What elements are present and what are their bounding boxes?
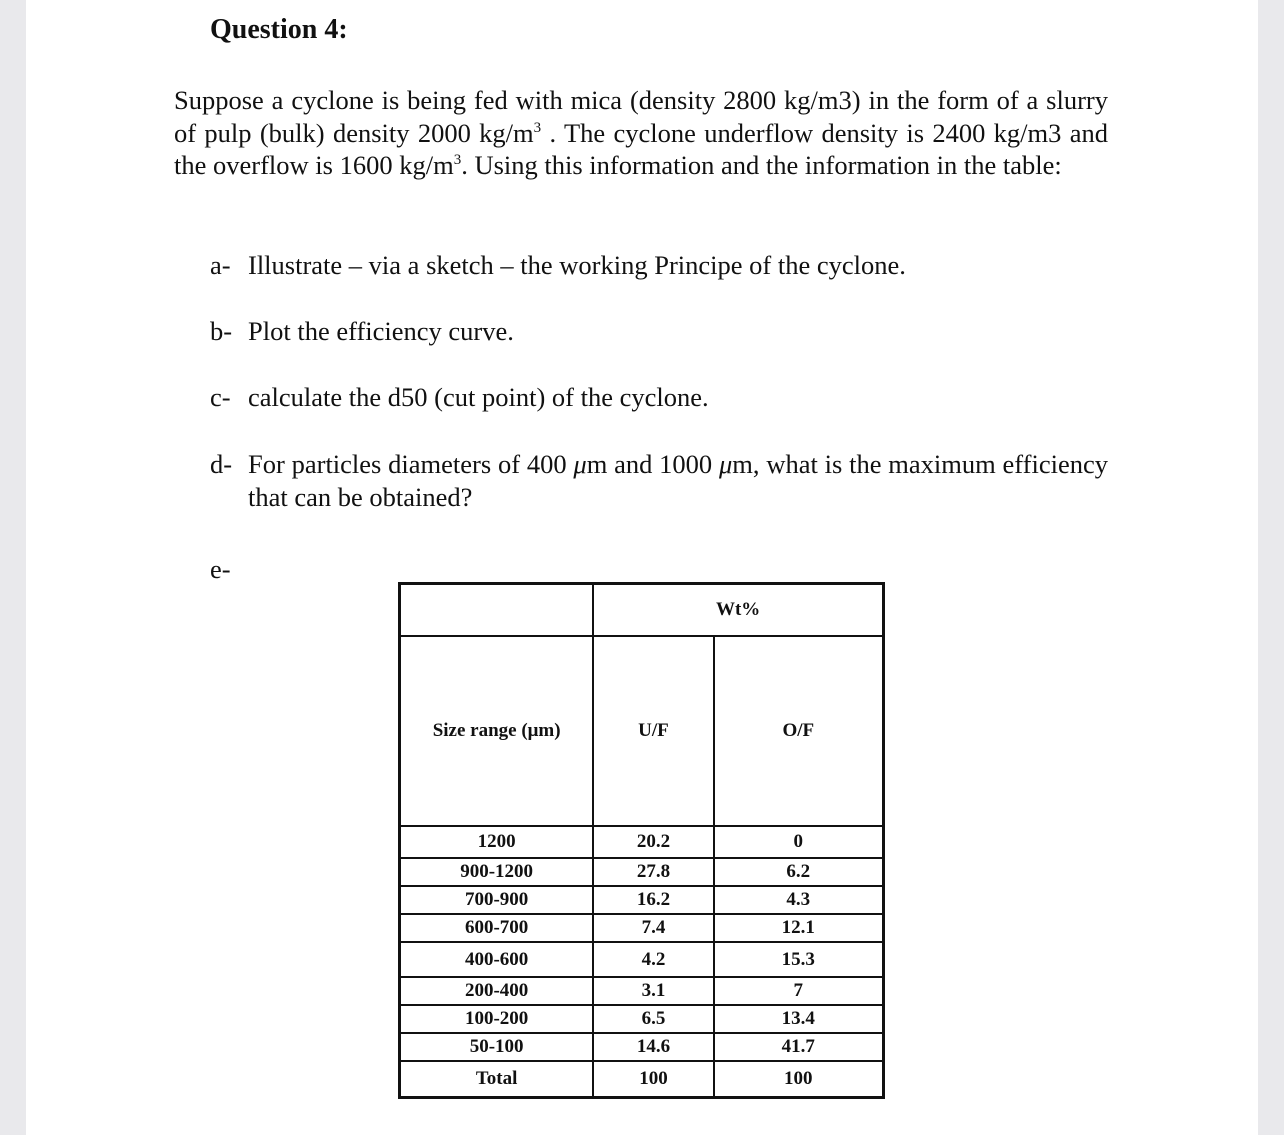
table-row [400,1033,884,1061]
item-e [210,553,1108,586]
cell-uf: 20.2 [593,826,713,858]
item-label: d- [210,449,233,479]
intro-part-2: . The cyclone underflow density is 2400 kg/m3 and the overflow is 1600 kg/m [174,117,1108,180]
cell-of: 7 [714,977,884,1005]
item-a [210,249,1108,282]
document-page [26,0,1258,1135]
cell-of: 4.3 [714,886,884,914]
table-cell-empty [400,584,594,637]
cell-total-of: 100 [714,1061,884,1098]
header-underflow: U/F [593,636,713,826]
item-text: Illustrate – via a sketch – the working Principe of the cyclone. [248,250,906,280]
item-label: e- [210,554,231,584]
cell-of: 41.7 [714,1033,884,1061]
item-c [210,381,1108,414]
header-size-range: Size range (μm) [400,636,594,826]
cell-uf: 3.1 [593,977,713,1005]
cell-uf: 14.6 [593,1033,713,1061]
cell-uf: 16.2 [593,886,713,914]
item-d-part-3: m, what is the maximum efficiency that can be obtained? [248,449,1108,512]
wt-percent-header: Wt% [593,584,883,637]
cell-size: 50-100 [400,1033,594,1061]
cell-size: 700-900 [400,886,594,914]
cell-uf: 6.5 [593,1005,713,1033]
item-d-part-2: m and 1000 [586,449,719,479]
table-header-row [400,636,884,826]
table-row [400,886,884,914]
cell-of: 15.3 [714,942,884,977]
item-text [248,553,1108,586]
table-row [400,977,884,1005]
intro-part-3: . Using this information and the information in the table: [461,150,1062,180]
cell-uf: 4.2 [593,942,713,977]
intro-sup-2: 3 [453,152,462,169]
table-row [400,1005,884,1033]
intro-sup-1: 3 [533,119,542,136]
cell-total-label: Total [400,1061,594,1098]
header-overflow: O/F [714,636,884,826]
item-text [248,448,1108,513]
cell-of: 13.4 [714,1005,884,1033]
intro-part-1: Suppose a cyclone is being fed with mica (density 2800 kg/m3) in the form of a slurry of pulp (bulk) density 2000 kg/m [174,85,1108,148]
item-b [210,315,1108,348]
table-group-header-row [400,584,884,637]
cell-of: 0 [714,826,884,858]
item-d-part-1: For particles diameters of 400 [248,449,574,479]
mu-symbol: μ [573,449,587,479]
question-title: Question 4: [210,14,348,45]
item-d [210,448,1108,513]
item-text: Plot the efficiency curve. [248,316,514,346]
table-total-row [400,1061,884,1098]
size-distribution-table [398,582,885,1099]
table-row [400,826,884,858]
cell-of: 12.1 [714,914,884,942]
cell-uf: 27.8 [593,858,713,886]
item-text: calculate the d50 (cut point) of the cyclone. [248,382,709,412]
cell-size: 100-200 [400,1005,594,1033]
cell-of: 6.2 [714,858,884,886]
cell-size: 1200 [400,826,594,858]
cell-size: 200-400 [400,977,594,1005]
table-row [400,942,884,977]
cell-uf: 7.4 [593,914,713,942]
cell-total-uf: 100 [593,1061,713,1098]
table-row [400,914,884,942]
cell-size: 900-1200 [400,858,594,886]
item-label: b- [210,316,233,346]
question-intro [174,84,1108,182]
item-label: c- [210,382,231,412]
cell-size: 600-700 [400,914,594,942]
mu-symbol: μ [718,449,733,479]
item-label: a- [210,250,231,280]
cell-size: 400-600 [400,942,594,977]
table-row [400,858,884,886]
